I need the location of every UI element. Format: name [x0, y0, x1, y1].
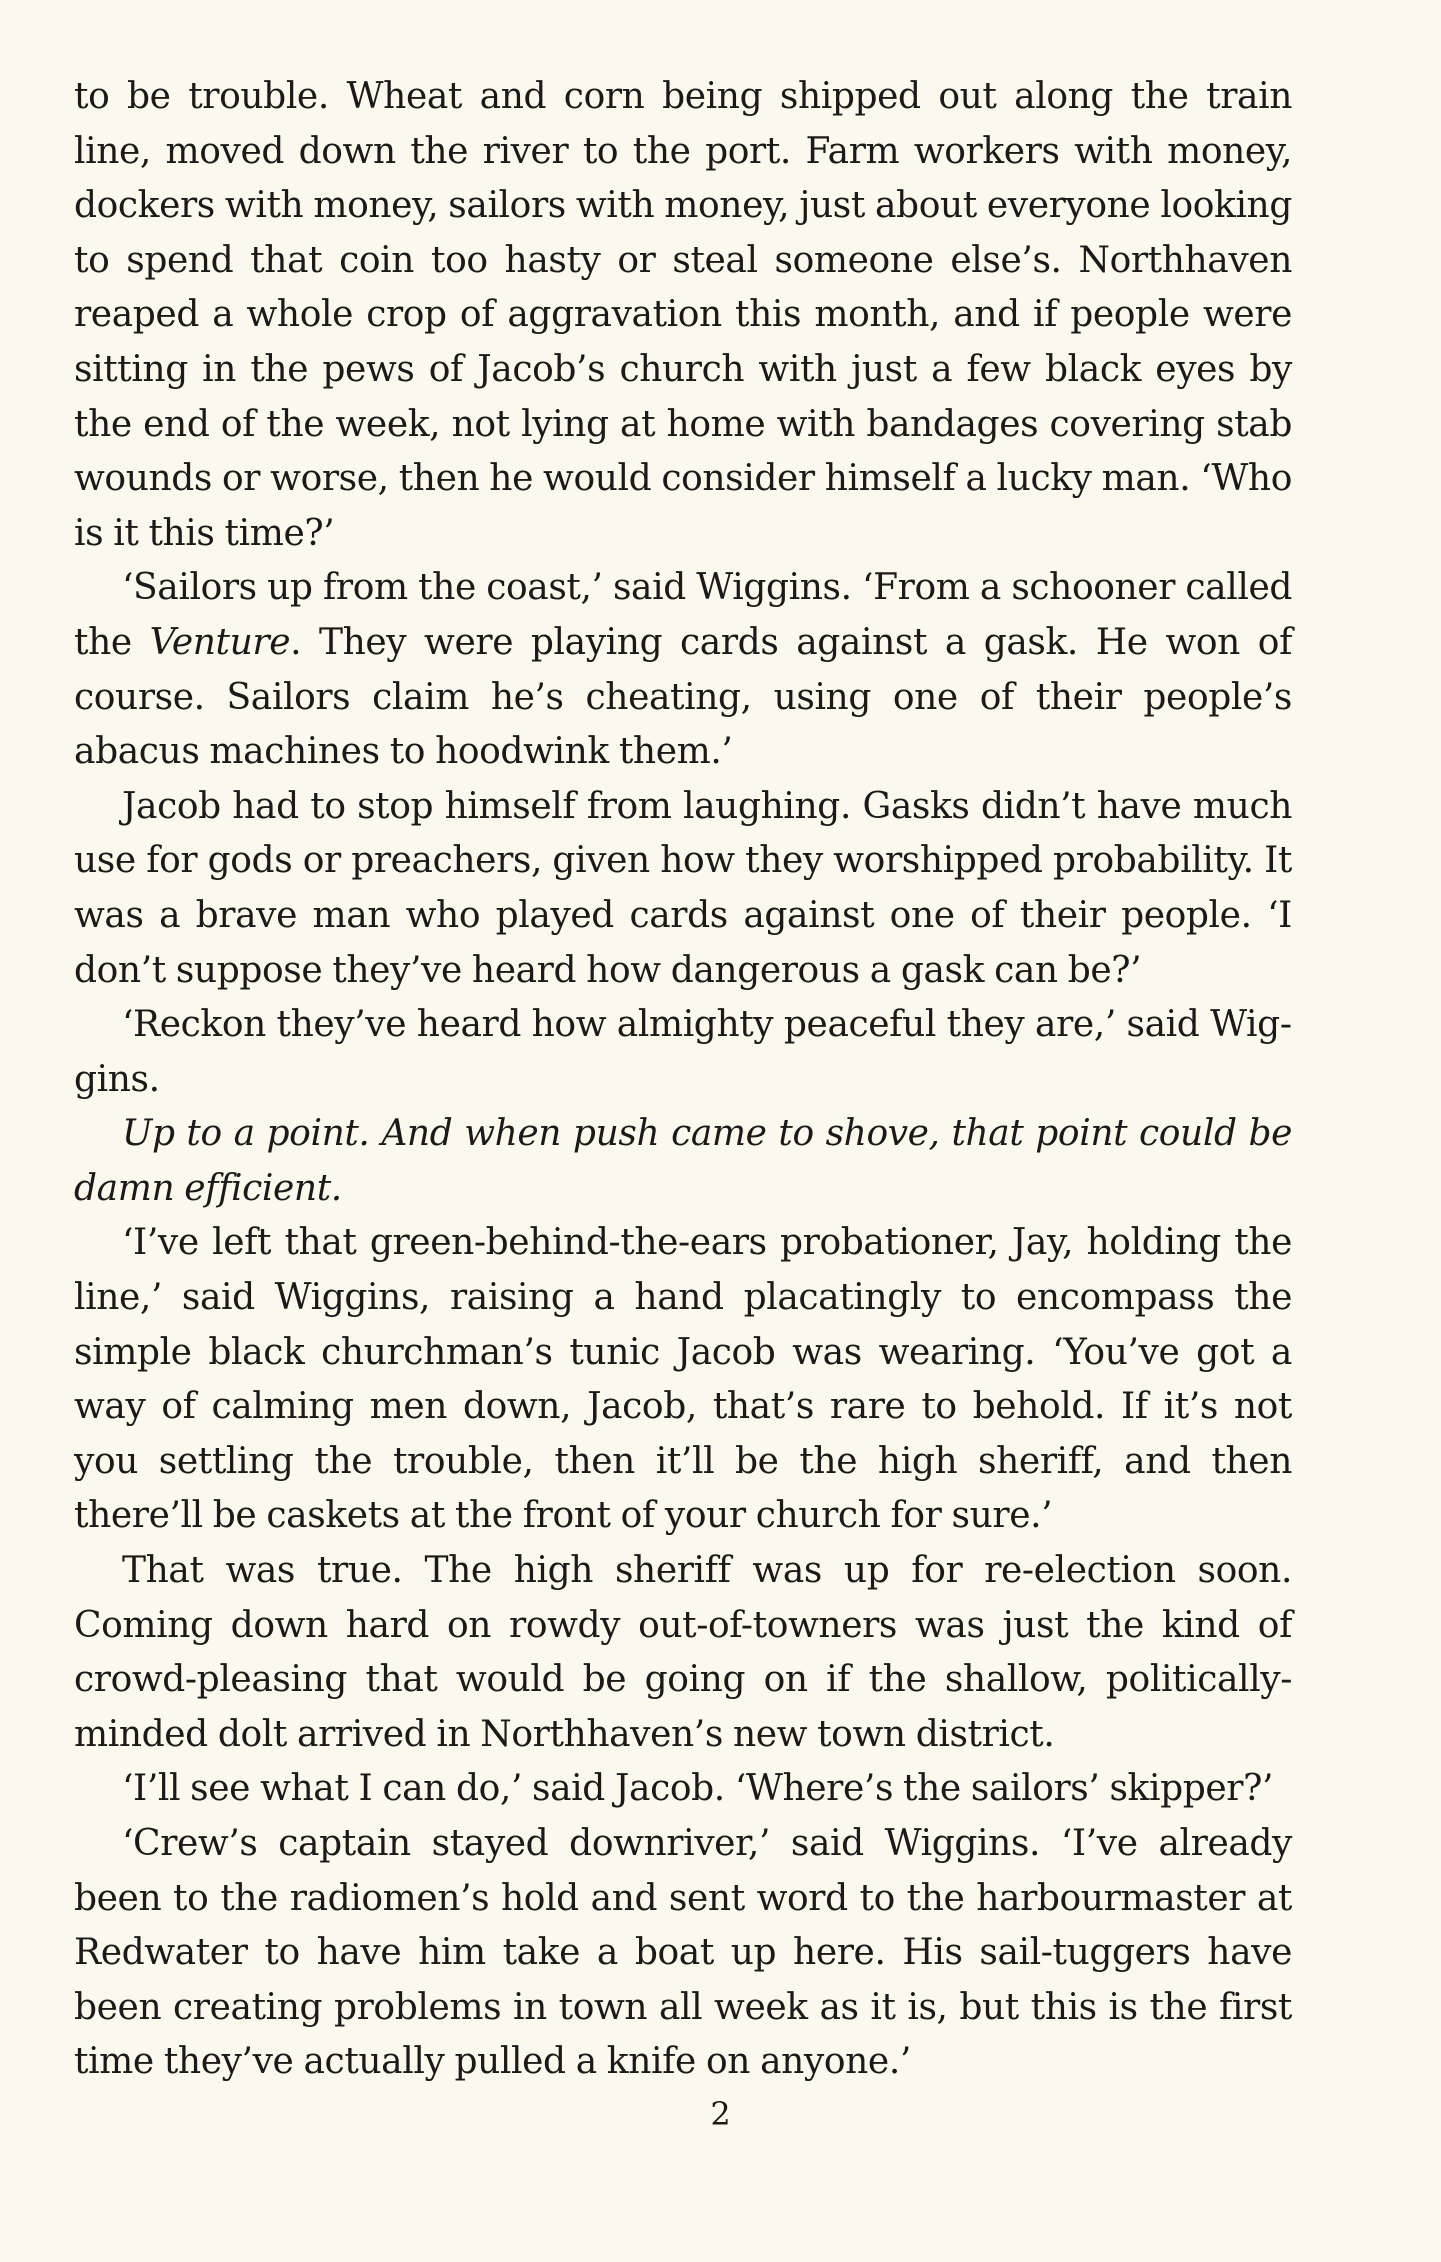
paragraph-6: ‘I’ve left that green-behind-the-ears probationer, Jay, holding the line,’ said Wiggins, raising a hand placatingly to encompass the simple black churchman’s tunic Jacob was wearing. ‘You’ve got a way of calming men down, Jacob, that’s rare to behold. If it’s not you settling the trouble, then it’ll be the high sheriff, and then there’ll be caskets at the front of your church for sure.’ [74, 1222, 1292, 1537]
page-number: 2 [710, 2095, 731, 2133]
paragraph-1: to be trouble. Wheat and corn being shipped out along the train line, moved down the river to the port. Farm workers with money, dockers with money, sailors with money, just about everyone looking to spend that coin too hasty or steal someone else’s. Northhaven reaped a whole crop of aggravation this month, and if people were sitting in the pews of Jacob’s church with just a few black eyes by the end of the week, not lying at home with bandages covering stab wounds or worse, then he would consider himself a lucky man. ‘Who is it this time?’ [74, 76, 1292, 554]
paragraph-2-start: ‘Sailors up from the coast,’ said Wiggins. ‘From a schooner called the [74, 567, 1292, 663]
paragraph-8: ‘I’ll see what I can do,’ said Jacob. ‘Where’s the sailors’ skipper?’ [122, 1768, 1274, 1810]
paragraph-7: That was true. The high sheriff was up for re-election soon. Coming down hard on rowdy out-of-towners was just the kind of crowd-pleasing that would be going on if the shallow, politically-minded dolt arrived in Northhaven’s new town district. [74, 1550, 1292, 1755]
paragraph-5-thought: Up to a point. And when push came to shove, that point could be damn efficient. [74, 1113, 1292, 1209]
paragraph-9: ‘Crew’s captain stayed downriver,’ said Wiggins. ‘I’ve already been to the radiomen’s hold and sent word to the harbourmaster at Redwater to have him take a boat up here. His sail-tuggers have been creating problems in town all week as it is, but this is the first time they’ve actually pulled a knife on anyone.’ [74, 1823, 1292, 2083]
ship-name: Venture [149, 621, 291, 663]
paragraph-3: Jacob had to stop himself from laughing. Gasks didn’t have much use for gods or preachers, given how they worshipped probability. It was a brave man who played cards against one of their people. ‘I don’t suppose they’ve heard how dangerous a gask can be?’ [74, 785, 1292, 991]
body-text [74, 70, 1292, 2090]
paragraph-4: ‘Reckon they’ve heard how almighty peaceful they are,’ said Wiggins. [74, 1004, 1292, 1100]
paragraph-2-end: . They were playing cards against a gask. He won of course. Sailors claim he’s cheating, using one of their people’s abacus machines to hoodwink them.’ [74, 621, 1292, 773]
paragraph-2 [74, 561, 1292, 779]
